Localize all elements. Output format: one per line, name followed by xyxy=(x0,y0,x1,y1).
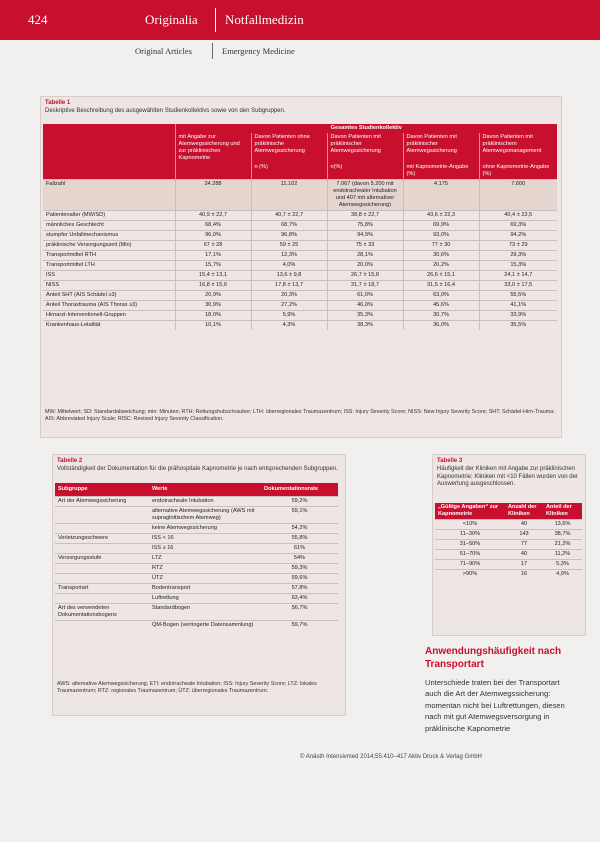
table1-cell: 67 ± 28 xyxy=(175,240,251,250)
table1-cell: 10,1% xyxy=(175,320,251,329)
table2-group: Art der Atemwegssicherung xyxy=(55,496,149,506)
table2-value: ÜTZ xyxy=(149,573,261,583)
table-row xyxy=(55,506,338,523)
copyright: © Anästh Intensivmed 2014;55:410–417 Aktiv Druck & Verlag GmbH xyxy=(300,754,482,760)
table1-cell: 75 ± 33 xyxy=(327,240,403,250)
table1-col-n: mit Kapnometrie-Angabe (%) xyxy=(403,163,479,179)
section-title: Originalia xyxy=(145,12,198,27)
table3 xyxy=(435,503,582,579)
table1-cell: 24.288 xyxy=(175,179,251,210)
table2-rate: 55,8% xyxy=(261,533,338,543)
table2-value: Luftrettung xyxy=(149,593,261,603)
table-row xyxy=(55,593,338,603)
table1-caption: Deskriptive Beschreibung des ausgewählten Studienkollektivs sowie von den Subgruppen. xyxy=(45,108,286,114)
table2-box xyxy=(52,454,346,716)
table1-cell: 36,0% xyxy=(403,320,479,329)
subsection-title: Notfallmedizin xyxy=(225,12,304,27)
table1-row-label: Anteil Thoraxtrauma (AIS Thorax ≥3) xyxy=(43,300,175,310)
table-row xyxy=(43,250,557,260)
table1-cell: 46,0% xyxy=(327,300,403,310)
table1-cell: 20,0% xyxy=(327,260,403,270)
table1-fallzahl-row xyxy=(43,179,557,210)
table1-row-label: stumpfer Unfallmechanismus xyxy=(43,230,175,240)
table1-cell: 31,5 ± 16,4 xyxy=(403,280,479,290)
table3-cell: 13,6% xyxy=(543,519,582,529)
table-row xyxy=(43,310,557,320)
table3-header: Anteil der Kliniken xyxy=(543,503,582,519)
table1-box xyxy=(40,96,562,438)
table3-cell: 71–90% xyxy=(435,559,505,569)
table-row xyxy=(55,603,338,620)
table2-group: Transportart xyxy=(55,583,149,593)
section-heading: Anwendungshäufigkeit nach Transportart xyxy=(425,646,562,670)
table1-cell: 5,9% xyxy=(251,310,327,320)
table-row xyxy=(435,539,582,549)
table3-cell: 38,7% xyxy=(543,529,582,539)
table1-cell: 20,2% xyxy=(403,260,479,270)
table1-col-n xyxy=(175,163,251,179)
table3-cell: 11–30% xyxy=(435,529,505,539)
table2-value: ISS < 16 xyxy=(149,533,261,543)
table2-rate: 54,2% xyxy=(261,523,338,533)
table1-cell: 11.102 xyxy=(251,179,327,210)
table1-cell: 35,5% xyxy=(479,320,557,329)
table-row xyxy=(43,240,557,250)
table2-rate: 59,6% xyxy=(261,573,338,583)
table1-cell: 15,3% xyxy=(479,260,557,270)
table1-cell: 4,0% xyxy=(251,260,327,270)
table1-col-title: Davon Patienten mit präklinischem Atemwegsmanagement xyxy=(479,133,557,163)
table-row xyxy=(43,210,557,220)
table3-cell: 21,2% xyxy=(543,539,582,549)
table1-row-label: Transportmittel LTH xyxy=(43,260,175,270)
table-row xyxy=(435,549,582,559)
table3-cell: 40 xyxy=(505,549,543,559)
header-divider xyxy=(215,8,216,32)
table2-value: ISS ≥ 16 xyxy=(149,543,261,553)
table-row xyxy=(55,533,338,543)
table2-rate: 59,1% xyxy=(261,506,338,523)
table1-cell: 17,8 ± 13,7 xyxy=(251,280,327,290)
section-body: Unterschiede traten bei der Transportart auch die Art der Atemwegssicherung: momentan nicht bei Luftrettungen, diesen nach mit gut Atemwegsversorgung in präklinische Kapnometrie xyxy=(425,678,565,733)
table1-cell: 94,2% xyxy=(479,230,557,240)
table3-cell: 77 xyxy=(505,539,543,549)
table2-value: QM-Bogen (verringerte Datensammlung) xyxy=(149,620,261,629)
table1-row-label: Hirnarzt-Interventionell-Gruppen xyxy=(43,310,175,320)
table-row xyxy=(435,569,582,578)
table3-header: „Gültige Angaben“ zur Kapnometrie xyxy=(435,503,505,519)
table1 xyxy=(43,124,557,330)
table2-group: Verletzungsschwere xyxy=(55,533,149,543)
table1-cell: 96,0% xyxy=(175,230,251,240)
table1-cell: 68,4% xyxy=(175,220,251,230)
table3-cell: 51–70% xyxy=(435,549,505,559)
table1-cell: 55,5% xyxy=(479,290,557,300)
table1-cell: 38,3% xyxy=(327,320,403,329)
table3-label: Tabelle 3 xyxy=(437,458,463,464)
table-row xyxy=(55,620,338,629)
table1-row-label: NISS xyxy=(43,280,175,290)
table3-cell: 16 xyxy=(505,569,543,578)
table1-cell: 61,0% xyxy=(327,290,403,300)
table1-col-title: Davon Patienten mit präklinischer Atemwegssicherung xyxy=(327,133,403,163)
table2 xyxy=(55,483,338,630)
table2-value: Bodentransport xyxy=(149,583,261,593)
table1-col-n: n(%) xyxy=(327,163,403,179)
table2-group xyxy=(55,620,149,629)
table1-row-label: Transportmittel RTH xyxy=(43,250,175,260)
table1-cell: 13,6 ± 9,8 xyxy=(251,270,327,280)
table2-group xyxy=(55,506,149,523)
table3-cell: 40 xyxy=(505,519,543,529)
table-row xyxy=(43,320,557,329)
subheader-left: Original Articles xyxy=(135,46,192,56)
table1-cell: 12,3% xyxy=(251,250,327,260)
table2-group xyxy=(55,573,149,583)
table1-cell: 68,7% xyxy=(251,220,327,230)
table3-header: Anzahl der Kliniken xyxy=(505,503,543,519)
table1-row-label: präklinische Versorgungszeit (Min) xyxy=(43,240,175,250)
table1-cell: 94,9% xyxy=(327,230,403,240)
table2-header: Subgruppe xyxy=(55,483,149,496)
table1-cell: 93,0% xyxy=(403,230,479,240)
table1-cell: 33,0 ± 17,5 xyxy=(479,280,557,290)
table2-rate: 59,7% xyxy=(261,620,338,629)
page-number: 424 xyxy=(28,12,48,27)
table-row xyxy=(43,270,557,280)
table2-header: Werte xyxy=(149,483,261,496)
table-row xyxy=(435,519,582,529)
table1-cell: 29,3% xyxy=(479,250,557,260)
table2-rate: 54% xyxy=(261,553,338,563)
table2-rate: 57,8% xyxy=(261,583,338,593)
table1-col-title: Davon Patienten mit präklinischer Atemwegssicherung xyxy=(403,133,479,163)
table2-caption: Vollständigkeit der Dokumentation für die prähospitale Kapnometrie je nach entsprechenden Subgruppen. xyxy=(57,466,338,472)
table1-row-label: Fallzahl xyxy=(43,179,175,210)
table1-group-header: Gesamtes Studienkollektiv xyxy=(175,124,557,133)
table3-cell: 11,2% xyxy=(543,549,582,559)
table1-cell: 40,4 ± 22,5 xyxy=(479,210,557,220)
table1-row-label: Patientenalter (MW/SD) xyxy=(43,210,175,220)
table1-col-title: mit Angabe zur Atemwegssicherung und zur präklinischen Kapnometrie xyxy=(175,133,251,163)
table1-cell: 96,8% xyxy=(251,230,327,240)
table-row xyxy=(43,290,557,300)
table3-caption: Häufigkeit der Kliniken mit Angabe zur präklinischen Kapnometrie; Kliniken mit <10 Fällen wurden von der Auswertung ausgeschlossen. xyxy=(437,466,578,487)
table3-cell: 5,3% xyxy=(543,559,582,569)
table1-cell: 31,7 ± 18,7 xyxy=(327,280,403,290)
table1-cell: 33,9% xyxy=(479,310,557,320)
table1-cell: 69,3% xyxy=(479,220,557,230)
table1-cell: 73 ± 29 xyxy=(479,240,557,250)
table1-cell: 28,1% xyxy=(327,250,403,260)
table1-col-title: Davon Patienten ohne präklinische Atemwegssicherung xyxy=(251,133,327,163)
table1-cell: 77 ± 30 xyxy=(403,240,479,250)
table1-cell: 75,8% xyxy=(327,220,403,230)
table1-cell: 63,0% xyxy=(403,290,479,300)
table2-group: Versorgungsstufe xyxy=(55,553,149,563)
table1-cell: 4.175 xyxy=(403,179,479,210)
table-row xyxy=(43,220,557,230)
table-row xyxy=(55,583,338,593)
table1-row-label: ISS xyxy=(43,270,175,280)
table1-footnote: MW: Mittelwert; SD: Standardabweichung; min: Minuten; RTH: Rettungshubschrauber; LTH: überregionales Traumazentrum; ISS: Injury Severity Score; NISS: New Injury Severity Score; SHT: Schädel-Hirn-Trauma; AIS: Abbreviated Injury Scale; RISC: Revised Injury Severity Classification. xyxy=(45,409,555,423)
table3-cell: 17 xyxy=(505,559,543,569)
table-row xyxy=(43,260,557,270)
header-band xyxy=(0,0,600,40)
table1-cell: 18,0% xyxy=(175,310,251,320)
table1-cell: 15,7% xyxy=(175,260,251,270)
table3-cell: 143 xyxy=(505,529,543,539)
table2-value: alternative Atemwegssicherung (AWS mit supraglottischem Atemweg) xyxy=(149,506,261,523)
table1-row-label: Anteil SHT (AIS Schädel ≥3) xyxy=(43,290,175,300)
table1-cell: 41,1% xyxy=(479,300,557,310)
table3-cell: >90% xyxy=(435,569,505,578)
table1-row-label: Krankenhaus-Letalität xyxy=(43,320,175,329)
table2-rate: 61% xyxy=(261,543,338,553)
table1-cell: 15,4 ± 13,1 xyxy=(175,270,251,280)
table1-cell: 43,6 ± 22,3 xyxy=(403,210,479,220)
table-row xyxy=(55,573,338,583)
table2-value: endotracheale Intubation xyxy=(149,496,261,506)
table1-cell: 17,1% xyxy=(175,250,251,260)
table2-rate: 63,4% xyxy=(261,593,338,603)
table-row xyxy=(55,543,338,553)
table1-cell: 7.067 (davon 5.200 mit endotrachealer Intubation und 407 mit alternativer Atemwegssicherung) xyxy=(327,179,403,210)
table2-rate: 59,3% xyxy=(261,563,338,573)
table1-row-label: männliches Geschlecht xyxy=(43,220,175,230)
table1-cell: 35,3% xyxy=(327,310,403,320)
table-row xyxy=(43,280,557,290)
table1-col-n: n (%) xyxy=(251,163,327,179)
table-row xyxy=(55,563,338,573)
table1-cell: 38,8 ± 22,7 xyxy=(327,210,403,220)
table-row xyxy=(43,230,557,240)
table1-cell: 20,9% xyxy=(175,290,251,300)
table1-col-n: ohne Kapnometrie-Angabe (%) xyxy=(479,163,557,179)
table2-value: LTZ xyxy=(149,553,261,563)
table1-cell: 16,8 ± 15,6 xyxy=(175,280,251,290)
table1-cell: 20,3% xyxy=(251,290,327,300)
table1-cell: 45,6% xyxy=(403,300,479,310)
table2-group xyxy=(55,543,149,553)
table1-cell: 69,9% xyxy=(403,220,479,230)
table2-value: keine Atemwegssicherung xyxy=(149,523,261,533)
table-row xyxy=(435,529,582,539)
table2-group xyxy=(55,523,149,533)
table2-rate: 56,7% xyxy=(261,603,338,620)
table1-cell: 24,1 ± 14,7 xyxy=(479,270,557,280)
table1-label: Tabelle 1 xyxy=(45,100,71,106)
table1-cell: 26,6 ± 15,1 xyxy=(403,270,479,280)
table-row xyxy=(55,523,338,533)
table3-cell: 31–50% xyxy=(435,539,505,549)
subheader-divider xyxy=(212,43,213,59)
table2-group xyxy=(55,593,149,603)
table1-cell: 30,9% xyxy=(175,300,251,310)
subheader-right: Emergency Medicine xyxy=(222,46,295,56)
table1-cell: 26,7 ± 15,8 xyxy=(327,270,403,280)
table1-cell: 7.600 xyxy=(479,179,557,210)
table-row xyxy=(55,553,338,563)
table1-cell: 59 ± 25 xyxy=(251,240,327,250)
table1-cell: 40,7 ± 22,7 xyxy=(251,210,327,220)
table3-box xyxy=(432,454,586,636)
table1-cell: 40,9 ± 22,7 xyxy=(175,210,251,220)
table2-footnote: AWS: alternative Atemwegssicherung; ETI: endotracheale Intubation; ISS: Injury Severity Score; LTZ: lokales Traumazentrum; RTZ: regionales Traumazentrum; ÜTZ: überregionales Traumazentrum. xyxy=(57,681,317,695)
table1-cell: 4,3% xyxy=(251,320,327,329)
table2-value: RTZ xyxy=(149,563,261,573)
table1-cell: 30,7% xyxy=(403,310,479,320)
table1-cell: 27,2% xyxy=(251,300,327,310)
table1-cell: 30,6% xyxy=(403,250,479,260)
table3-cell: <10% xyxy=(435,519,505,529)
table2-value: Standardbogen xyxy=(149,603,261,620)
table-row xyxy=(435,559,582,569)
table2-group xyxy=(55,563,149,573)
table2-label: Tabelle 2 xyxy=(57,458,83,464)
table3-cell: 4,9% xyxy=(543,569,582,578)
table2-group: Art des verwendeten Dokumentationsbogens xyxy=(55,603,149,620)
table-row xyxy=(55,496,338,506)
table-row xyxy=(43,300,557,310)
table2-header: Dokumentationsrate xyxy=(261,483,338,496)
table2-rate: 59,2% xyxy=(261,496,338,506)
